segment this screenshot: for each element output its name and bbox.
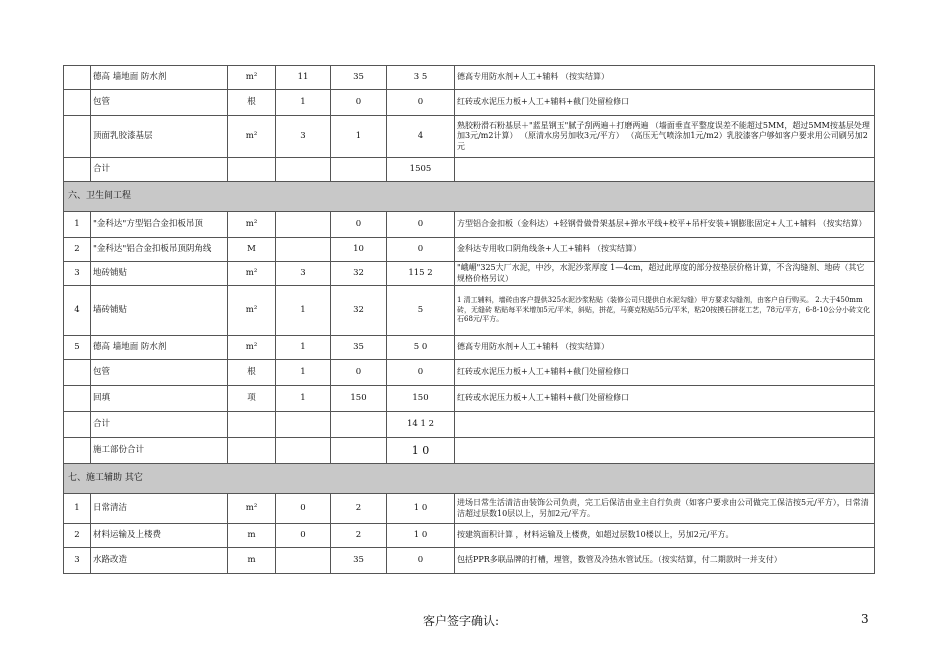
amount-cell: 1 0 (387, 494, 455, 524)
description-cell (455, 412, 875, 438)
table-row (64, 116, 875, 158)
amount-cell: 150 (387, 386, 455, 412)
description-cell: 按建筑面积计算 ，材料运输及上楼费，如超过层数10楼以上，另加2元/平方。 (455, 524, 875, 548)
unit-cell: 项 (228, 386, 276, 412)
amount-cell: 5 0 (387, 336, 455, 360)
table-row (64, 438, 875, 464)
description-cell: 德高专用防水剂+人工+辅料 （按实结算） (455, 336, 875, 360)
unit-price-cell: 32 (331, 262, 387, 286)
unit-price-cell: 1 (331, 116, 387, 158)
row-number-cell (64, 158, 91, 182)
unit-price-cell: 0 (331, 212, 387, 238)
row-number-cell (64, 438, 91, 464)
table-row (64, 548, 875, 574)
unit-cell: m (228, 548, 276, 574)
quantity-cell: 1 (276, 360, 331, 386)
table-row (64, 238, 875, 262)
item-name-cell: 日常清洁 (91, 494, 228, 524)
description-cell: 包括PPR多联品牌的打槽，埋管，数管及冷热水管试压。（按实结算，付二期款时一并支付） (455, 548, 875, 574)
amount-cell: 115 2 (387, 262, 455, 286)
unit-price-cell (331, 438, 387, 464)
unit-price-cell: 2 (331, 524, 387, 548)
unit-cell (228, 412, 276, 438)
quantity-cell: 3 (276, 116, 331, 158)
amount-cell: 0 (387, 360, 455, 386)
section-title: 六、卫生间工程 (64, 182, 875, 212)
table-row (64, 524, 875, 548)
unit-cell: M (228, 238, 276, 262)
unit-price-cell: 35 (331, 336, 387, 360)
description-cell: 红砖或水泥压力板+人工+辅料+截门处留检修口 (455, 360, 875, 386)
section-header-row (64, 182, 875, 212)
amount-cell: 3 5 (387, 66, 455, 90)
unit-cell (228, 438, 276, 464)
unit-cell: m² (228, 494, 276, 524)
row-number-cell: 1 (64, 494, 91, 524)
description-cell: 方型铝合金扣板（金科达）+轻钢骨做骨架基层+弹水平线+校平+吊杆安装+钢膨胀固定+人工+辅料 （按实结算） (455, 212, 875, 238)
amount-cell: 1505 (387, 158, 455, 182)
unit-price-cell (331, 158, 387, 182)
row-number-cell (64, 386, 91, 412)
unit-price-cell: 0 (331, 360, 387, 386)
unit-cell: m² (228, 262, 276, 286)
amount-cell: 0 (387, 548, 455, 574)
quantity-cell (276, 412, 331, 438)
row-number-cell (64, 360, 91, 386)
section-title: 七、施工辅助 其它 (64, 464, 875, 494)
item-name-cell: 包管 (91, 90, 228, 116)
item-name-cell: 水路改造 (91, 548, 228, 574)
quantity-cell (276, 238, 331, 262)
description-cell: 红砖或水泥压力板+人工+辅料+截门处留检修口 (455, 386, 875, 412)
description-cell (455, 158, 875, 182)
unit-price-cell: 32 (331, 286, 387, 336)
table-row (64, 212, 875, 238)
amount-cell: 1 0 (387, 524, 455, 548)
table-row (64, 66, 875, 90)
row-number-cell: 4 (64, 286, 91, 336)
description-cell: 熟胶粉滑石粉基层＋"蓝星钢玉"腻子刮两遍＋打磨两遍 （墙面垂直平整度误差不能超过5MM，超过5MM按基层处理加3元/m2计算） （原清水房另加收3元/平方） （高压无气喷涂加1元/m2）乳胶漆客户够如客户要求用公司刷另加2元 (455, 116, 875, 158)
quantity-cell (276, 548, 331, 574)
unit-price-cell (331, 412, 387, 438)
row-number-cell: 2 (64, 524, 91, 548)
description-cell: 进场日常生活清洁由装饰公司负责，完工后保洁由业主自行负责（如客户要求由公司做完工保洁按5元/平方），日常清洁超过层数10层以上，另加2元/平方。 (455, 494, 875, 524)
quantity-cell: 0 (276, 494, 331, 524)
unit-cell: m² (228, 212, 276, 238)
item-name-cell: 材料运输及上楼费 (91, 524, 228, 548)
item-name-cell: 回填 (91, 386, 228, 412)
unit-cell: m² (228, 66, 276, 90)
description-cell: 1 清工辅料，墙砖由客户提供325水泥沙浆粘贴（装修公司只提供白水泥勾缝）甲方要求勾缝剂，由客户自行购买。 2.大于450mm砖，无缝砖 粘贴每平米增加5元/平米，斜贴，拼花，马赛克粘贴55元/平米，粘20按摸石拼花工艺，78元/平方，6-8-10公分小砖文化石68元/平方。 (455, 286, 875, 336)
amount-cell: 14 1 2 (387, 412, 455, 438)
quantity-cell: 1 (276, 90, 331, 116)
quantity-cell: 1 (276, 336, 331, 360)
item-name-cell: 墙砖铺贴 (91, 286, 228, 336)
item-name-cell: "金科达"方型铝合金扣板吊顶 (91, 212, 228, 238)
description-cell: 红砖或水泥压力板+人工+辅料+截门处留检修口 (455, 90, 875, 116)
amount-cell: 0 (387, 238, 455, 262)
row-number-cell (64, 116, 91, 158)
unit-cell: m² (228, 116, 276, 158)
amount-cell: 4 (387, 116, 455, 158)
unit-price-cell: 150 (331, 386, 387, 412)
amount-cell: 5 (387, 286, 455, 336)
unit-cell: 根 (228, 90, 276, 116)
section-header-row (64, 464, 875, 494)
quantity-cell: 1 (276, 386, 331, 412)
table-row (64, 494, 875, 524)
description-cell: 金科达专用收口阴角线条+人工+辅料 （按实结算） (455, 238, 875, 262)
quantity-cell (276, 438, 331, 464)
description-cell: "峨嵋"325大厂水泥，中沙，水泥沙浆厚度 1—4cm，超过此厚度的部分按垫层价格计算，不含沟缝剂、地砖（其它规格价格另议） (455, 262, 875, 286)
row-number-cell: 2 (64, 238, 91, 262)
quote-table (63, 65, 875, 574)
table-row (64, 386, 875, 412)
item-name-cell: 德高 墙地面 防水剂 (91, 66, 228, 90)
description-cell (455, 438, 875, 464)
customer-signature-label: 客户签字确认: (423, 614, 500, 628)
unit-price-cell: 35 (331, 548, 387, 574)
unit-cell: 根 (228, 360, 276, 386)
unit-price-cell: 0 (331, 90, 387, 116)
table-row (64, 286, 875, 336)
item-name-cell: 德高 墙地面 防水剂 (91, 336, 228, 360)
item-name-cell: 合计 (91, 158, 228, 182)
item-name-cell: 顶面乳胶漆基层 (91, 116, 228, 158)
quantity-cell: 0 (276, 524, 331, 548)
table-row (64, 336, 875, 360)
amount-cell: 1 0 (387, 438, 455, 464)
unit-cell: m² (228, 286, 276, 336)
quantity-cell (276, 212, 331, 238)
table-row (64, 412, 875, 438)
item-name-cell: 地砖铺贴 (91, 262, 228, 286)
unit-price-cell: 2 (331, 494, 387, 524)
row-number-cell (64, 66, 91, 90)
table-row (64, 262, 875, 286)
item-name-cell: 包管 (91, 360, 228, 386)
item-name-cell: "金科达"铝合金扣板吊顶阴角线 (91, 238, 228, 262)
page-number: 3 (861, 612, 869, 626)
unit-cell: m (228, 524, 276, 548)
row-number-cell: 3 (64, 548, 91, 574)
table-row (64, 158, 875, 182)
item-name-cell: 合计 (91, 412, 228, 438)
unit-price-cell: 10 (331, 238, 387, 262)
item-name-cell: 施工部份合计 (91, 438, 228, 464)
table-row (64, 360, 875, 386)
quantity-cell: 11 (276, 66, 331, 90)
table-row (64, 90, 875, 116)
amount-cell: 0 (387, 212, 455, 238)
unit-cell: m² (228, 336, 276, 360)
row-number-cell (64, 412, 91, 438)
row-number-cell: 1 (64, 212, 91, 238)
description-cell: 德高专用防水剂+人工+辅料 （按实结算） (455, 66, 875, 90)
quantity-cell: 1 (276, 286, 331, 336)
row-number-cell: 3 (64, 262, 91, 286)
quantity-cell: 3 (276, 262, 331, 286)
unit-cell (228, 158, 276, 182)
row-number-cell: 5 (64, 336, 91, 360)
unit-price-cell: 35 (331, 66, 387, 90)
row-number-cell (64, 90, 91, 116)
amount-cell: 0 (387, 90, 455, 116)
quantity-cell (276, 158, 331, 182)
